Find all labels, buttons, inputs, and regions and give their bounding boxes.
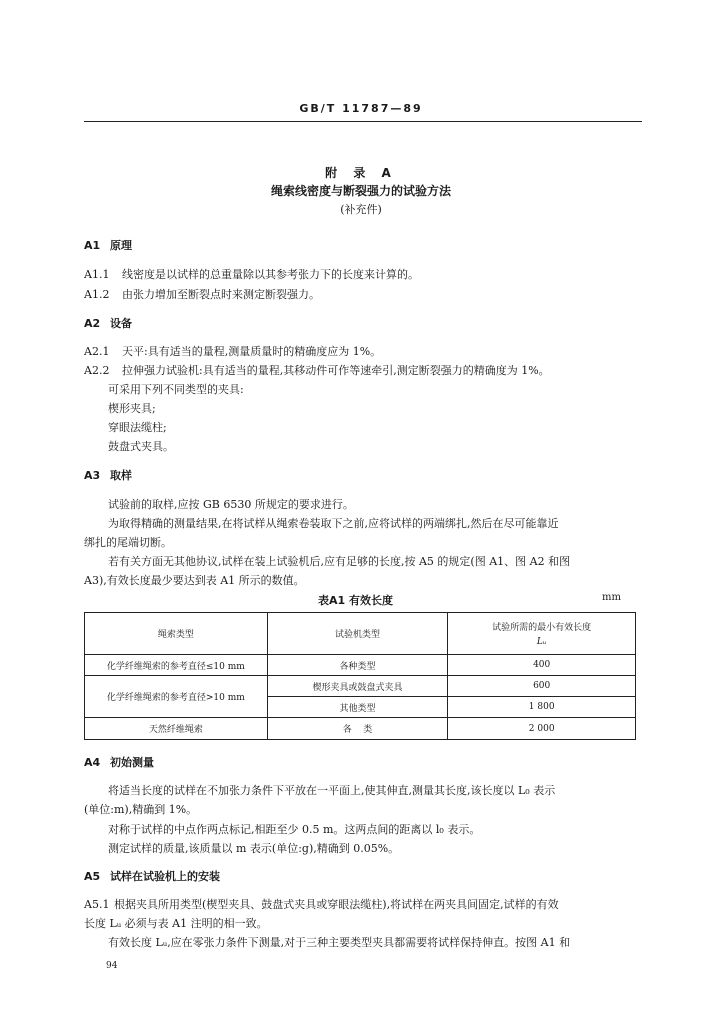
table-cell: 楔形夹具或鼓盘式夹具 [267, 676, 448, 697]
table-header-cell: 绳索类型 [85, 613, 268, 655]
table-cell: 400 [448, 655, 636, 676]
table-row [85, 718, 636, 740]
para-a3-3-cont: A3),有效长度最少要达到表 A1 所示的数值。 [84, 574, 305, 587]
para-a4-1: 将适当长度的试样在不加张力条件下平放在一平面上,使其伸直,测量其长度,该长度以 L₀ 表示 [108, 784, 556, 797]
section-a4-heading [84, 754, 154, 770]
table-cell: 各种类型 [267, 655, 448, 676]
table-caption: 表A1 有效长度 [318, 594, 393, 607]
para-a2-1 [84, 343, 381, 359]
section-number: A3 [84, 469, 101, 482]
table-cell: 化学纤维绳索的参考直径≤10 mm [85, 655, 268, 676]
table-unit: mm [602, 592, 621, 603]
table-cell: 2 000 [448, 718, 636, 740]
table-cell: 天然纤维绳索 [85, 718, 268, 740]
clause-number: A1.2 [84, 288, 110, 301]
para-a1-1 [84, 266, 419, 282]
appendix-title: 绳索线密度与断裂强力的试验方法 [270, 184, 451, 198]
para-a2-2 [84, 362, 550, 378]
header-line: 试验所需的最小有效长度 [492, 623, 592, 633]
para-a4-1-cont: (单位:m),精确到 1%。 [84, 803, 198, 816]
para-a4-2: 对称于试样的中点作两点标记,相距至少 0.5 m。这两点间的距离以 l₀ 表示。 [108, 823, 481, 836]
para-a5-2: 有效长度 Lᵤ,应在零张力条件下测量,对于三种主要类型夹具都需要将试样保持伸直。按图 A1 和 [108, 936, 571, 949]
table-cell: 600 [448, 676, 636, 697]
clause-number: A2.2 [84, 364, 110, 377]
clause-text: 根据夹具所用类型(楔型夹具、鼓盘式夹具或穿眼法缆柱),将试样在两夹具间固定,试样的有效 [114, 898, 559, 911]
header-rule [84, 121, 642, 122]
table-header-cell [448, 613, 636, 655]
appendix-label: 附 录 A [325, 166, 397, 180]
table-row [85, 676, 636, 697]
clamp-item: 穿眼法缆柱; [108, 421, 167, 434]
para-a1-2 [84, 286, 320, 302]
section-number: A4 [84, 756, 101, 769]
table-header-cell: 试验机类型 [267, 613, 448, 655]
page-number: 94 [106, 961, 118, 971]
section-title: 原理 [110, 239, 132, 252]
page-header: GB/T 11787—89 [299, 102, 423, 115]
section-a5-heading [84, 868, 220, 884]
clause-text: 由张力增加至断裂点时来测定断裂强力。 [122, 288, 320, 301]
section-number: A2 [84, 317, 101, 330]
clamp-item: 鼓盘式夹具。 [108, 440, 174, 453]
table-cell: 化学纤维绳索的参考直径>10 mm [85, 676, 268, 718]
section-a2-heading [84, 315, 132, 331]
clause-number: A2.1 [84, 345, 110, 358]
table-cell: 1 800 [448, 697, 636, 718]
header-line: Lᵤ [536, 637, 547, 647]
para-a3-3: 若有关方面无其他协议,试样在装上试验机后,应有足够的长度,按 A5 的规定(图 A1、图 A2 和图 [108, 555, 571, 568]
table-a1 [84, 612, 636, 740]
section-title: 设备 [110, 317, 132, 330]
section-title: 试样在试验机上的安装 [110, 870, 220, 883]
section-a3-heading [84, 467, 132, 483]
section-title: 初始测量 [110, 756, 154, 769]
table-cell: 其他类型 [267, 697, 448, 718]
clause-text: 天平:具有适当的量程,测量质量时的精确度应为 1%。 [122, 345, 382, 358]
clause-text: 拉伸强力试验机:具有适当的量程,其移动件可作等速牵引,测定断裂强力的精确度为 1%。 [122, 364, 550, 377]
table-cell: 各 类 [267, 718, 448, 740]
clamp-item: 楔形夹具; [108, 402, 156, 415]
para-a4-3: 测定试样的质量,该质量以 m 表示(单位:g),精确到 0.05%。 [108, 842, 400, 855]
table-row [85, 655, 636, 676]
para-a2-2-clamps: 可采用下列不同类型的夹具: [108, 383, 244, 396]
appendix-subtitle: (补充件) [340, 203, 382, 216]
table-header-row [85, 613, 636, 655]
section-title: 取样 [110, 469, 132, 482]
para-a5-1-cont: 长度 Lᵤ 必须与表 A1 注明的相一致。 [84, 917, 268, 930]
section-number: A5 [84, 870, 101, 883]
para-a3-2-cont: 绑扎的尾端切断。 [84, 536, 172, 549]
clause-number: A1.1 [84, 268, 110, 281]
clause-number: A5.1 [84, 898, 110, 911]
section-a1-heading [84, 237, 132, 253]
para-a5-1 [84, 896, 559, 912]
para-a3-2: 为取得精确的测量结果,在将试样从绳索卷装取下之前,应将试样的两端绑扎,然后在尽可能靠近 [108, 517, 559, 530]
clause-text: 线密度是以试样的总重量除以其参考张力下的长度来计算的。 [122, 268, 419, 281]
para-a3-1: 试验前的取样,应按 GB 6530 所规定的要求进行。 [108, 498, 354, 511]
section-number: A1 [84, 239, 101, 252]
